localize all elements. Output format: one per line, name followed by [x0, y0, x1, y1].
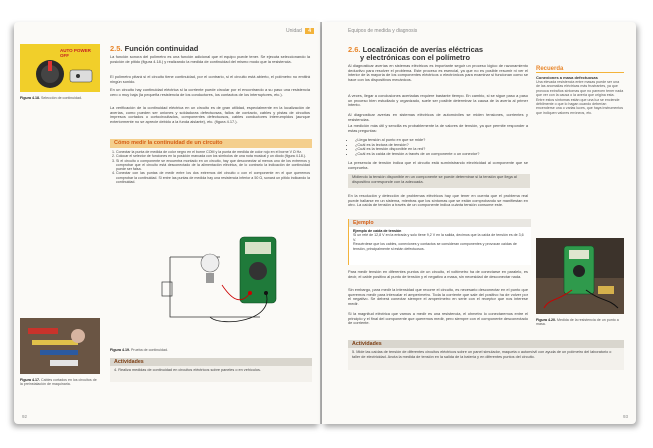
resistance-photo [536, 238, 624, 314]
fig20-text: Medida de la resistencia de un punto a masa. [536, 318, 619, 327]
fig18-caption [20, 96, 100, 100]
right-header: Equipos de medida y diagnosis [348, 28, 418, 34]
fig19-caption [110, 348, 310, 352]
right-p9: Si la magnitud eléctrica que vamos a medir es una resistencia, el ohmetro lo conectaremos entre el principio y el final del componente que queremos medir, pero siempre con el componente desconectado de corriente. [348, 311, 528, 326]
example-subtitle: Ejemplo de caída de tensión [353, 229, 402, 233]
fig17-caption [20, 378, 100, 387]
fig17-label: Figura 4.17. [20, 378, 40, 382]
right-p6: En la resolución y detección de problemas eléctricos hay que tener en cuenta que el problema real puede hallarse en un sistema, mientras que los síntomas que se están comprobando se manifiestan en otro. La caída de tensión a través de un componente indica cuánta tensión consume este. [348, 193, 528, 208]
question-4: • ¿Cuál es la caída de tensión a través de un componente o un conector? [355, 152, 528, 157]
left-p1: La función sonora del polímetro es una función adicional que el equipo puede tener. Se ejecuta seleccionando la posición de pitido (figura 4.18.) y realizando la medida de continuidad del mismo modo que la resistencia. [110, 54, 310, 64]
ground-resistance-meter-icon [536, 238, 624, 314]
reminder-sidebar [536, 66, 624, 115]
example-text2: Recuérdese que los cables, conexiones y contactos se consideran componentes y provocan caídas de tensión, principalmente si están defectuosos. [353, 242, 517, 251]
meter-label: AUTO POWER OFF [60, 48, 91, 58]
left-activities-title: Actividades [110, 358, 312, 366]
left-p4: La verificación de la continuidad eléctrica en un circuito es de gran utilidad, especialmente en la localización de averías, como pueden ser uniones y soldaduras defectuosas, fallos de contacto, cables y pistas de circuitos impresos cortados o cortocircuitados, componentes defectuosos, cables conductores interrumpidos (aunque exteriormente no se aprecie debido a la funda aislante), etc. (figura 4.17.). [110, 105, 310, 125]
fig18-text: Selección de continuidad. [40, 96, 82, 100]
section-25-text: Función continuidad [124, 44, 199, 53]
right-p4: La medición más útil y sencilla es probablemente la de valores de tensión, ya que permite responder a estas preguntas: [348, 123, 528, 133]
fig20-caption [536, 318, 624, 327]
circuit-test-icon [110, 227, 312, 345]
section-26-line2: y electrónicas con el polímetro [360, 52, 471, 62]
right-p8: Sin embargo, para medir la intensidad que recorre el circuito, es necesario desconectar en el punto que queremos medir para intercalar el amperímetro. Toda la corriente que sale del positivo ha de volver por el negativo. Se deberá conectar siempre el amperímetro en serie con el receptor que nos interese medir. [348, 287, 528, 307]
fig17-text: Cables cortados en los circuitos de la preinstalación de maquinaria. [20, 378, 97, 387]
right-p2: A veces, llegar a conclusiones acertadas requiere bastante tiempo. En cambio, si se sigue paso a paso un proceso bien estudiado y organizado, suele ser posible determinar la causa de la avería al primer intento. [348, 93, 528, 108]
example-text1: Si un relé de 12,8 V en la entrada y solo tiene 9,2 V en la salida, decimos que la caída de tensión es de 3,6 V. [353, 233, 524, 242]
example-body [349, 227, 531, 253]
example-box [348, 219, 531, 265]
question-2: • ¿Cuál es la lectura de tensión? [355, 143, 528, 148]
reminder-subtitle: Conexiones a masa defectuosas [536, 75, 598, 80]
step-4: 4. Conectar con las puntas de medir entre los dos extremos del circuito o con el componente en el que queremos comprobar la continuidad. Si entre las puntas de medida hay una resistencia inferior a 50 Ω, sonará un pitido indicando la continuidad. [116, 171, 310, 184]
left-p3: En un circuito hay continuidad eléctrica si la corriente puede circular por el encontrando a su paso una resistencia cero o muy baja (la pequeña resistencia de los conductores, los contactos de los interruptores, etc.). [110, 87, 310, 97]
unit-label: Unidad [285, 28, 302, 34]
meter-photo [20, 44, 100, 92]
right-p7: Para medir tensión en diferentes puntos de un circuito, el voltímetro ha de conectarse en paralelo, es decir, el cable positivo al punto de tensión y el negativo a masa, sin necesidad de desconectar nada. [348, 269, 528, 279]
step-2: 2. Colocar el selector de funciones en la posición marcada con los símbolos de una nota musical y un diodo (figura 4.18.). [116, 154, 310, 158]
cut-cables-icon [20, 318, 100, 374]
procedure-title: Cómo medir la continuidad de un circuito [110, 139, 312, 148]
section-26-title [348, 46, 483, 61]
section-25-number: 2.5. [110, 44, 123, 53]
right-activity-item: 5. Mide las caídas de tensión de diferentes circuitos eléctricos sobre un panel simulador, maqueta o automóvil con ayuda de un polímetro del laboratorio o taller de electricidad. Anota la medida de tensión en la salida de la batería y en diferentes puntos del circuito. [348, 348, 624, 370]
reminder-text: Una elevada resistencia entre masas puede ser una de las anomalías eléctricas más frustrantes, ya que provoca extraños síntomas que no parecen tener nada que ver con la causa o la avería que origina esta. Entre estos síntomas están que una luz se enciende débilmente o que lo hagan cuando deberían encenderse una o varias luces, que haya instrumentos que indiquen valores erróneos, etc. [536, 80, 624, 115]
cables-photo [20, 318, 100, 374]
step-3: 3. Si el circuito o componente se encuentra montado en un circuito, hay que desconectar al menos uno de los extremos y comprobar que el circuito está desconectado de la alimentación eléctrica, de lo contrario la indicación de continuidad puede ser falsa. [116, 159, 310, 172]
right-page-number: 93 [622, 414, 628, 419]
unit-number: 4 [305, 28, 314, 34]
circuit-diagram [110, 227, 312, 345]
fig19-text: Prueba de continuidad. [130, 348, 168, 352]
procedure-steps [110, 150, 310, 184]
highlight-box: Midiendo la tensión disponible en un componente se puede determinar si la tensión que llega al dispositivo corresponde con la adecuada. [348, 174, 530, 188]
right-page [322, 22, 636, 424]
left-header [286, 28, 314, 34]
left-page-number: 92 [22, 414, 28, 419]
section-25-title [110, 44, 198, 53]
example-title: Ejemplo [349, 219, 531, 227]
left-activity-item: 4. Realiza medidas de continuidad en circuitos eléctricos sobre paneles o en vehículos. [110, 366, 312, 382]
question-3: • ¿Cuál es la tensión disponible en la red? [355, 147, 528, 152]
reminder-title: Recuerda [536, 66, 624, 73]
fig18-label: Figura 4.18. [20, 96, 40, 100]
right-p3: Al diagnosticar averías en sistemas eléctricos de automóviles se miden tensiones, corrientes y resistencias. [348, 112, 528, 122]
left-p2: El polímetro pitará si el circuito tiene continuidad, por el contrario, si el circuito está abierto, el polímetro no emitirá ningún sonido. [110, 74, 310, 84]
right-activities-title: Actividades [348, 340, 624, 348]
voltage-questions [348, 138, 528, 157]
right-p1: Al diagnosticar averías en sistemas eléctricos es importante seguir un proceso lógico de razonamiento deductivo para resolver el problema. Este proceso es esencial, ya que no es posible resumir ni ver el interior de la mayoría de los componentes eléctricos o electrónicos para examinar si funcionan como se hace con los dispositivos mecánicos. [348, 63, 528, 83]
fig20-label: Figura 4.20. [536, 318, 556, 322]
right-p5: La presencia de tensión indica que el circuito está suministrando electricidad al componente que se comprueba. [348, 160, 528, 170]
left-page [14, 22, 320, 424]
question-1: • ¿Llega tensión al punto en que se mide? [355, 138, 528, 143]
section-26-line1: Localización de averías eléctricas [362, 45, 484, 54]
section-26-number: 2.6. [348, 45, 361, 54]
fig19-label: Figura 4.19. [110, 348, 130, 352]
step-1: 1. Conectar la punta de medida de color negro en el borne COM y la punta de medida de color rojo en el borne V Ω Hz. [116, 150, 310, 154]
